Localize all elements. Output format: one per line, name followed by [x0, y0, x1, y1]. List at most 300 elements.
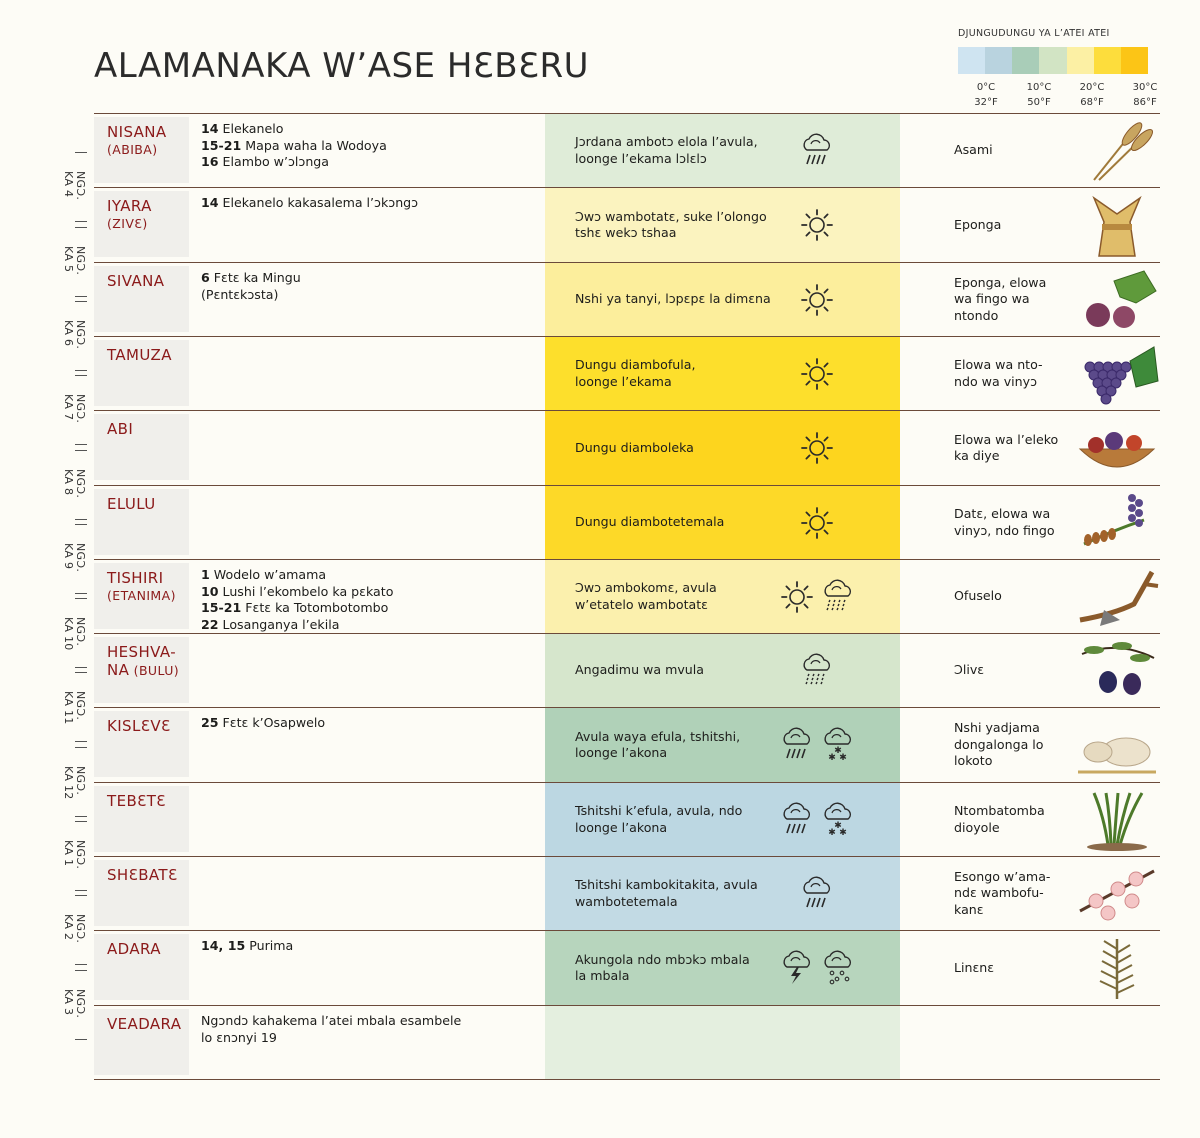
weather-icon-wrap	[797, 131, 837, 175]
snow-icon	[818, 725, 858, 765]
gregorian-month-label	[62, 246, 87, 286]
crop-illustration	[1074, 935, 1160, 1001]
climate-description	[575, 877, 775, 910]
weather-icon-wrap	[777, 577, 817, 621]
gregorian-prefix: NGƆ.	[74, 394, 87, 424]
month-cell	[94, 340, 189, 406]
festival-item	[201, 121, 531, 138]
crop-illustration	[1074, 341, 1160, 407]
month-alt-name: (ETANIMA)	[107, 588, 176, 603]
sun-icon	[797, 503, 837, 543]
crop-illustration	[1074, 787, 1160, 853]
month-name	[107, 197, 152, 233]
climate-line: Ɔwɔ ambokomɛ, avula	[575, 580, 717, 595]
month-cell	[94, 414, 189, 480]
crop-illustration	[1074, 861, 1160, 927]
festival-item	[201, 287, 531, 304]
legend-celsius: 30°C	[1132, 82, 1158, 93]
climate-line: la mbala	[575, 968, 630, 983]
festival-date: 16	[201, 154, 219, 169]
weather-icon-wrap	[777, 948, 817, 992]
festivals-list	[201, 270, 531, 303]
legend-celsius: 0°C	[976, 82, 996, 93]
legend-tick	[966, 80, 1006, 110]
gregorian-prefix: NGƆ.	[74, 766, 87, 796]
climate-line: Ɔwɔ wambotatɛ, suke l’olongo	[575, 208, 767, 224]
gregorian-tick	[75, 370, 87, 371]
gregorian-tick	[75, 816, 87, 817]
legend-swatch	[1039, 47, 1066, 74]
month-name-line: TISHIRI	[107, 569, 164, 587]
sun-icon	[797, 428, 837, 468]
legend-tick	[1072, 80, 1112, 110]
festival-name: Wodelo w’amama	[209, 567, 327, 582]
crop-illustration	[1074, 638, 1160, 704]
gregorian-tick	[75, 741, 87, 742]
climate-description	[575, 662, 775, 679]
gregorian-month-number: KA 9	[62, 543, 75, 570]
month-name	[107, 1015, 181, 1033]
festival-item	[201, 195, 531, 212]
month-cell	[94, 637, 189, 703]
gregorian-prefix: NGƆ.	[74, 543, 87, 573]
agriculture-description	[954, 803, 1074, 836]
gregorian-tick	[75, 747, 87, 748]
festival-name: Fɛtɛ ka Totombotombo	[241, 600, 389, 615]
agriculture-line: dioyole	[954, 819, 1000, 835]
month-name-line: SIVANA	[107, 272, 165, 290]
sheep-icon	[1074, 712, 1160, 778]
month-name-line: VEADARA	[107, 1015, 182, 1033]
festivals-list	[201, 195, 531, 212]
agriculture-line: Nshi yadjama	[954, 720, 1040, 736]
climate-line: wambotetemala	[575, 893, 678, 909]
agriculture-line: ntondo	[954, 307, 999, 323]
agriculture-description	[954, 720, 1074, 770]
month-name	[107, 940, 161, 958]
agriculture-description	[954, 960, 1074, 977]
climate-line: Akungola ndo mbɔkɔ mbala	[575, 951, 750, 967]
climate-line: Dungu diambofula,	[575, 357, 696, 372]
fig-icon	[1074, 267, 1160, 333]
agriculture-description	[954, 869, 1074, 919]
gregorian-tick	[75, 821, 87, 822]
agriculture-line: Elowa wa l’eleko	[954, 431, 1059, 447]
climate-line: loonge l’ekama	[575, 373, 672, 389]
agriculture-line: ka diye	[954, 448, 1000, 463]
month-name-line: IYARA	[107, 197, 152, 215]
gregorian-tick	[75, 519, 87, 520]
gregorian-prefix: NGƆ.	[74, 914, 87, 944]
month-name-line: ADARA	[107, 940, 161, 958]
gregorian-prefix: NGƆ.	[74, 171, 87, 201]
agriculture-line: vinyɔ, ndo fingo	[954, 522, 1055, 538]
svg-text:✱: ✱	[839, 827, 847, 838]
month-cell	[94, 860, 189, 926]
agriculture-line: kanɛ	[954, 901, 984, 917]
month-name	[107, 717, 171, 735]
month-alt-name: (ZIVƐ)	[107, 216, 148, 231]
festival-item	[201, 270, 531, 287]
gregorian-tick	[75, 895, 87, 896]
month-cell	[94, 934, 189, 1000]
month-name	[107, 420, 133, 438]
agriculture-description	[954, 662, 1074, 679]
legend-title: DJUNGUDUNGU YA L’ATEI ATEI	[958, 28, 1110, 39]
festival-date: 14	[201, 195, 219, 210]
climate-line: loonge l’akona	[575, 745, 668, 760]
climate-line: Tshitshi k’efula, avula, ndo	[575, 803, 743, 818]
crop-illustration	[1074, 490, 1160, 556]
agriculture-line: Asami	[954, 142, 993, 158]
climate-line: Nshi ya tanyi, lɔpɛpɛ la dimɛna	[575, 291, 771, 307]
festival-date: 6	[201, 270, 210, 285]
weather-icon-wrap	[797, 651, 837, 695]
snow-icon	[818, 800, 858, 840]
agriculture-line: Eponga	[954, 216, 1002, 232]
agriculture-line: Linɛnɛ	[954, 959, 995, 975]
agriculture-description	[954, 357, 1074, 390]
rain-icon	[797, 874, 837, 914]
month-cell	[94, 1009, 189, 1075]
month-row	[0, 486, 1200, 560]
plow-icon	[1074, 564, 1160, 630]
festival-date: 14, 15	[201, 938, 246, 953]
month-row	[0, 560, 1200, 634]
festivals-list	[201, 121, 531, 171]
svg-text:✱: ✱	[834, 820, 842, 831]
gregorian-tick	[75, 375, 87, 376]
weather-icon-wrap	[777, 800, 817, 844]
wheat-sheaf-icon	[1074, 192, 1160, 258]
legend-swatch	[958, 47, 985, 74]
crop-illustration	[1074, 118, 1160, 184]
agriculture-line: Esongo w’ama-	[954, 868, 1051, 884]
agriculture-line: ndɛ wambofu-	[954, 885, 1044, 901]
gregorian-month-label	[62, 766, 87, 806]
gregorian-month-number: KA 3	[62, 989, 75, 1016]
climate-line: Dungu diamboleka	[575, 439, 694, 455]
month-cell	[94, 786, 189, 852]
climate-line: w’etatelo wambotatɛ	[575, 596, 708, 612]
agriculture-description	[954, 275, 1074, 325]
legend-swatch	[985, 47, 1012, 74]
sun-icon	[797, 280, 837, 320]
climate-line: loonge l’akona	[575, 819, 668, 835]
gregorian-tick	[75, 227, 87, 228]
festival-item	[201, 138, 531, 155]
crop-illustration	[1074, 564, 1160, 630]
festival-date: 15-21	[201, 137, 242, 153]
climate-description	[575, 952, 775, 985]
weather-icon-wrap	[777, 725, 817, 769]
festival-item	[201, 584, 531, 601]
legend-tick	[1125, 80, 1165, 110]
month-cell	[94, 191, 189, 257]
storm-icon	[777, 948, 817, 988]
climate-description	[575, 514, 775, 531]
weather-icon-wrap	[797, 428, 837, 472]
festivals-list	[201, 715, 531, 732]
festival-date: 15-21	[201, 600, 242, 615]
sun-icon	[797, 205, 837, 245]
weather-icon-wrap	[818, 948, 858, 992]
climate-line: Avula waya efula, tshitshi,	[575, 728, 741, 744]
agriculture-line: ndo wa vinyɔ	[954, 373, 1038, 389]
agriculture-description	[954, 432, 1074, 465]
month-name-line: HESHVA-	[107, 643, 177, 661]
gregorian-month-number: KA 8	[62, 469, 75, 496]
month-alt-name: (ABIBA)	[107, 142, 158, 157]
month-name-part: NA	[107, 661, 130, 679]
legend-swatch	[1094, 47, 1121, 74]
legend-fahrenheit: 50°F	[1027, 97, 1051, 108]
gregorian-month-label	[62, 543, 87, 583]
weather-icon-wrap	[797, 280, 837, 324]
fruit-basket-icon	[1074, 415, 1160, 481]
agriculture-line: Eponga, elowa	[954, 274, 1047, 290]
crop-illustration	[1074, 192, 1160, 258]
festival-name: Fɛtɛ ka Mingu	[209, 270, 301, 285]
rain-icon	[797, 131, 837, 171]
festival-date: 10	[201, 583, 219, 599]
legend-color-bar	[958, 47, 1148, 74]
month-row	[0, 708, 1200, 782]
gregorian-month-number: KA 7	[62, 394, 75, 421]
svg-text:✱: ✱	[828, 827, 836, 838]
hail-icon	[818, 948, 858, 988]
climate-description	[575, 357, 775, 390]
legend-swatch	[1121, 47, 1148, 74]
festival-name: Losanganya l’ekila	[218, 616, 340, 632]
month-name-line: SHƐBATƐ	[107, 866, 178, 884]
gregorian-prefix: NGƆ.	[74, 469, 87, 499]
festival-name: Purima	[245, 938, 294, 953]
month-name-line: TEBƐTƐ	[107, 792, 166, 810]
festival-item	[201, 938, 531, 955]
gregorian-month-number: KA 4	[62, 171, 75, 198]
gregorian-month-number: KA 11	[62, 691, 75, 725]
climate-description	[575, 440, 775, 457]
month-cell	[94, 563, 189, 629]
gregorian-tick	[75, 1039, 87, 1040]
month-name-line: KISLƐVƐ	[107, 717, 171, 735]
festivals-list	[201, 1013, 531, 1046]
gregorian-tick	[75, 152, 87, 153]
legend-fahrenheit: 86°F	[1133, 97, 1157, 108]
festival-name: lo ɛnɔnyi 19	[201, 1029, 277, 1045]
crop-illustration	[1074, 415, 1160, 481]
festivals-list	[201, 938, 531, 955]
climate-description	[575, 729, 775, 762]
legend-swatch	[1067, 47, 1094, 74]
festivals-list	[201, 567, 531, 633]
gregorian-month-number: KA 6	[62, 320, 75, 347]
agriculture-line: wa fingo wa	[954, 291, 1030, 307]
gregorian-month-label	[62, 617, 87, 657]
gregorian-month-label	[62, 469, 87, 509]
month-row	[0, 857, 1200, 931]
grapes-icon	[1074, 341, 1160, 407]
gregorian-month-label	[62, 320, 87, 360]
festival-date: 22	[201, 616, 219, 632]
month-cell	[94, 117, 189, 183]
drizzle-icon	[797, 651, 837, 691]
festival-name: Mapa waha la Wodoya	[241, 137, 387, 153]
legend-swatch	[1012, 47, 1039, 74]
gregorian-tick	[75, 667, 87, 668]
festival-item	[201, 154, 531, 171]
gregorian-month-number: KA 12	[62, 766, 75, 800]
agriculture-description	[954, 588, 1074, 605]
climate-description	[575, 291, 775, 308]
climate-line: tshɛ wekɔ tshaa	[575, 225, 677, 240]
month-row	[0, 931, 1200, 1005]
gregorian-prefix: NGƆ.	[74, 840, 87, 870]
festival-item	[201, 617, 531, 634]
month-row	[0, 634, 1200, 708]
month-row	[0, 1006, 1200, 1080]
dates-icon	[1074, 490, 1160, 556]
month-cell	[94, 711, 189, 777]
gregorian-tick	[75, 450, 87, 451]
gregorian-tick	[75, 301, 87, 302]
weather-icon-wrap	[818, 800, 858, 844]
festival-name: Elekanelo	[218, 121, 284, 136]
almond-blossom-icon	[1074, 861, 1160, 927]
month-name-line	[107, 661, 179, 680]
crop-illustration	[1074, 712, 1160, 778]
drizzle-icon	[818, 577, 858, 617]
temperature-legend	[958, 28, 1158, 108]
month-row	[0, 188, 1200, 262]
gregorian-tick	[75, 296, 87, 297]
festival-name: Elekanelo kakasalema l’ɔkɔngɔ	[218, 195, 419, 210]
climate-description	[575, 134, 775, 167]
gregorian-tick	[75, 444, 87, 445]
festival-name: Ngɔndɔ kahakema l’atei mbala esambele	[201, 1013, 462, 1028]
month-row	[0, 783, 1200, 857]
climate-line: loonge l’ekama lɔlɛlɔ	[575, 150, 707, 166]
festival-date: 14	[201, 121, 219, 136]
weather-icon-wrap	[818, 577, 858, 621]
gregorian-tick	[75, 598, 87, 599]
agriculture-line: Ɔlivɛ	[954, 662, 985, 678]
month-row	[0, 114, 1200, 188]
weather-icon-wrap	[797, 874, 837, 918]
crop-illustration	[1074, 267, 1160, 333]
month-row	[0, 411, 1200, 485]
climate-line: Jɔrdana ambotɔ elola l’avula,	[575, 134, 758, 149]
svg-text:✱: ✱	[828, 753, 836, 763]
gregorian-month-label	[62, 840, 87, 880]
page-title: ALAMANAKA W’ASE HƐBƐRU	[94, 46, 590, 86]
gregorian-month-label	[62, 914, 87, 954]
gregorian-tick	[75, 970, 87, 971]
gregorian-month-number: KA 1	[62, 840, 75, 867]
month-name	[107, 346, 172, 364]
climate-description	[575, 580, 775, 613]
sun-icon	[797, 354, 837, 394]
agriculture-line: dongalonga lo	[954, 736, 1044, 752]
gregorian-month-number: KA 5	[62, 246, 75, 273]
legend-celsius: 20°C	[1079, 82, 1105, 93]
barley-icon	[1074, 118, 1160, 184]
month-name-line: NISANA	[107, 123, 167, 141]
svg-text:✱: ✱	[839, 753, 847, 763]
festival-name: Lushi l’ekombelo ka pɛkato	[218, 583, 394, 599]
climate-line: Angadimu wa mvula	[575, 662, 704, 678]
legend-tick	[1019, 80, 1059, 110]
gregorian-month-label	[62, 989, 87, 1029]
gregorian-prefix: NGƆ.	[74, 989, 87, 1019]
festival-item	[201, 567, 531, 584]
gregorian-month-number: KA 10	[62, 617, 75, 651]
agriculture-description	[954, 506, 1074, 539]
month-name-line: ABI	[107, 420, 134, 438]
gregorian-tick	[75, 593, 87, 594]
agriculture-line: Datɛ, elowa wa	[954, 506, 1051, 521]
agriculture-line: Ofuselo	[954, 588, 1002, 604]
agriculture-line: Elowa wa nto-	[954, 357, 1043, 372]
month-name	[107, 866, 178, 884]
weather-icon-wrap	[797, 205, 837, 249]
climate-description	[575, 803, 775, 836]
gregorian-tick	[75, 672, 87, 673]
festival-name: Fɛtɛ k’Osapwelo	[218, 715, 326, 730]
rain-icon	[777, 725, 817, 765]
month-cell	[94, 489, 189, 555]
month-name-line: TAMUZA	[107, 346, 172, 364]
month-row	[0, 263, 1200, 337]
gregorian-month-number: KA 2	[62, 914, 75, 941]
gregorian-month-label	[62, 171, 87, 211]
legend-fahrenheit: 32°F	[974, 97, 998, 108]
weather-icon-wrap	[818, 725, 858, 769]
festival-date: 25	[201, 715, 219, 730]
olive-icon	[1074, 638, 1160, 704]
festival-name: Elambo w’ɔlɔnga	[218, 154, 330, 169]
weather-icon-wrap	[797, 503, 837, 547]
climate-description	[575, 209, 775, 242]
festival-item	[201, 1030, 531, 1047]
legend-fahrenheit: 68°F	[1080, 97, 1104, 108]
climate-line: Dungu diambotetemala	[575, 514, 725, 530]
month-name	[107, 792, 166, 810]
festival-date: 1	[201, 567, 210, 582]
gregorian-tick	[75, 221, 87, 222]
gregorian-tick	[75, 964, 87, 965]
weather-icon-wrap	[797, 354, 837, 398]
month-name-line: ELULU	[107, 495, 156, 513]
sprout-icon	[1074, 787, 1160, 853]
festival-item	[201, 600, 531, 617]
gregorian-prefix: NGƆ.	[74, 246, 87, 276]
svg-text:✱: ✱	[834, 746, 842, 756]
month-name	[107, 569, 176, 605]
month-cell	[94, 266, 189, 332]
legend-celsius: 10°C	[1026, 82, 1052, 93]
gregorian-prefix: NGƆ.	[74, 320, 87, 350]
month-name	[107, 123, 167, 159]
sun-icon	[777, 577, 817, 617]
agriculture-line: Ntombatomba	[954, 803, 1045, 818]
month-name	[107, 272, 164, 290]
gregorian-tick	[75, 890, 87, 891]
agriculture-description	[954, 217, 1074, 234]
festival-name: (Pɛntɛkɔsta)	[201, 286, 279, 302]
month-name	[107, 643, 179, 680]
